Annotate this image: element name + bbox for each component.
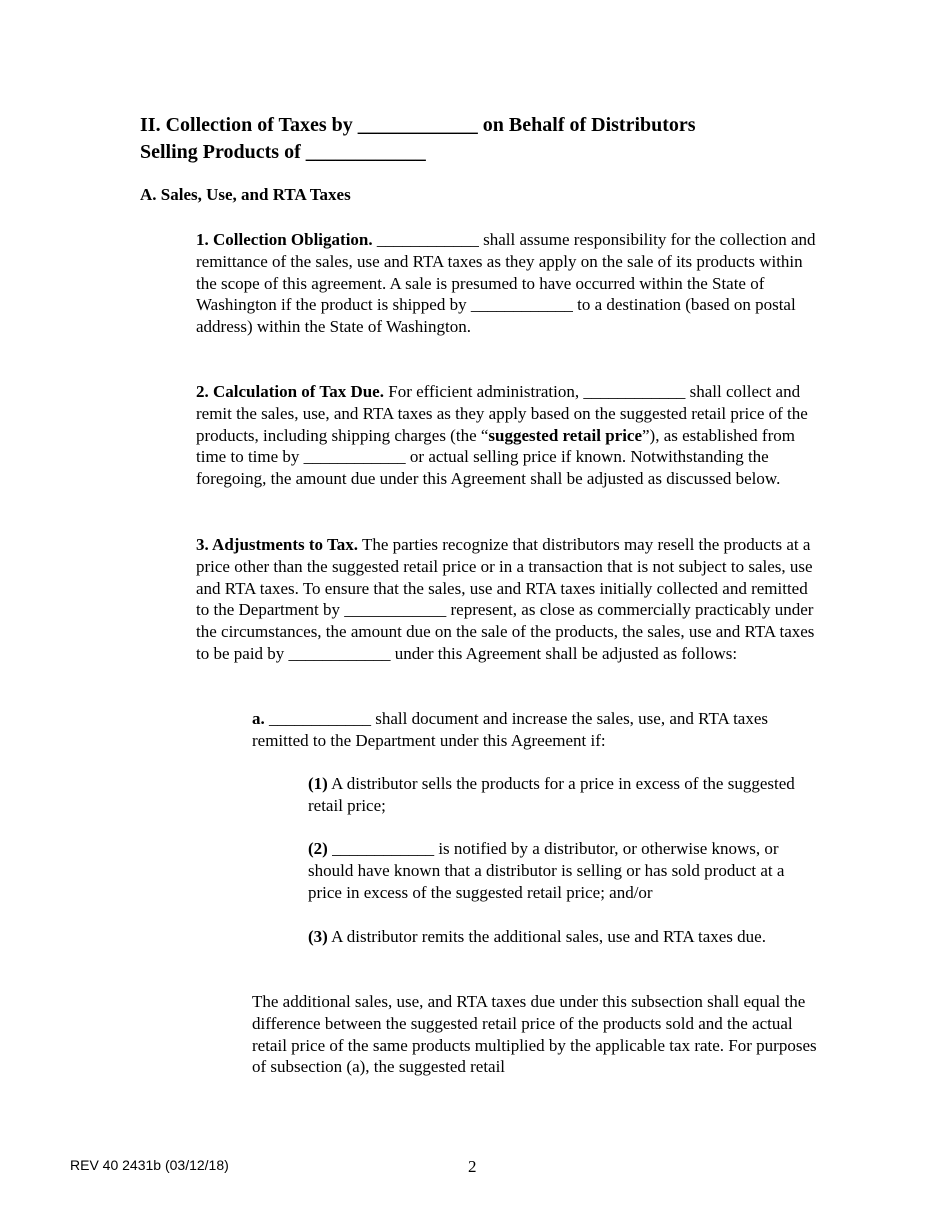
- paragraph-label: 1. Collection Obligation.: [196, 230, 373, 249]
- paragraph-adjustments-to-tax: [196, 534, 816, 665]
- condition-item: [308, 773, 808, 817]
- defined-term: suggested retail price: [488, 425, 643, 445]
- paragraph-collection-obligation: [196, 229, 816, 338]
- condition-label: (3): [308, 927, 328, 946]
- paragraph-label: 2. Calculation of Tax Due.: [196, 382, 384, 401]
- condition-text: A distributor remits the additional sales, use and RTA taxes due.: [327, 927, 766, 946]
- subsection-label: a.: [252, 709, 265, 728]
- paragraph-calculation-of-tax-due: [196, 381, 816, 490]
- subsection-a: [252, 708, 812, 752]
- section-heading: A. Sales, Use, and RTA Taxes: [140, 185, 351, 204]
- condition-label: (1): [308, 774, 328, 793]
- paragraph-text: ____________ shall assume responsibility for the collection and remittance of the sales, use and RTA taxes as they apply on the sale of its products within the scope of this agreement. A sale is presumed to have occurred within the State of Washington if the product is shipped by ____________ to a destination (based on postal address) within the State of Washington.: [196, 230, 816, 337]
- form-number: REV 40 2431b (03/12/18): [70, 1157, 229, 1173]
- title-line-1: II. Collection of Taxes by ____________ on Behalf of Distributors: [140, 114, 696, 136]
- paragraph-text: ”), as established from time to time by ____________ or actual selling price if known. Notwithstanding the foregoing, the amount due under this Agreement shall be adjusted as discussed below.: [196, 425, 795, 489]
- title-line-2: Selling Products of ____________: [140, 141, 426, 163]
- subsection-text: ____________ shall document and increase the sales, use, and RTA taxes remitted to the Department under this Agreement if:: [252, 709, 769, 750]
- condition-item: [308, 926, 808, 948]
- condition-text: ____________ is notified by a distributor, or otherwise knows, or should have known that a distributor is selling or has sold product at a price in excess of the suggested retail price; and/or: [308, 839, 785, 902]
- condition-text: A distributor sells the products for a price in excess of the suggested retail price;: [308, 774, 795, 815]
- condition-item: [308, 838, 813, 903]
- closing-paragraph: The additional sales, use, and RTA taxes due under this subsection shall equal the difference between the suggested retail price of the products sold and the actual retail price of the same products multiplied by the applicable tax rate. For purposes of subsection (a), the suggested retail: [252, 992, 817, 1077]
- page-title: [140, 112, 860, 166]
- paragraph-label: 3. Adjustments to Tax.: [196, 535, 359, 554]
- page-number: 2: [468, 1157, 477, 1176]
- paragraph-text: The parties recognize that distributors may resell the products at a price other than the suggested retail price or in a transaction that is not subject to sales, use and RTA taxes. To ensure that the sales, use and RTA taxes initially collected and remitted to the Department by ____________ represent, as close as commercially practicably under the circumstances, the amount due on the sale of the products, the sales, use and RTA taxes to be paid by ____________ under this Agreement shall be adjusted as follows:: [196, 535, 815, 663]
- paragraph-text: For efficient administration, ____________ shall collect and remit the sales, use, and RTA taxes as they apply based on the suggested retail price of the products, including shipping charges (the “: [196, 382, 808, 445]
- condition-label: (2): [308, 839, 328, 858]
